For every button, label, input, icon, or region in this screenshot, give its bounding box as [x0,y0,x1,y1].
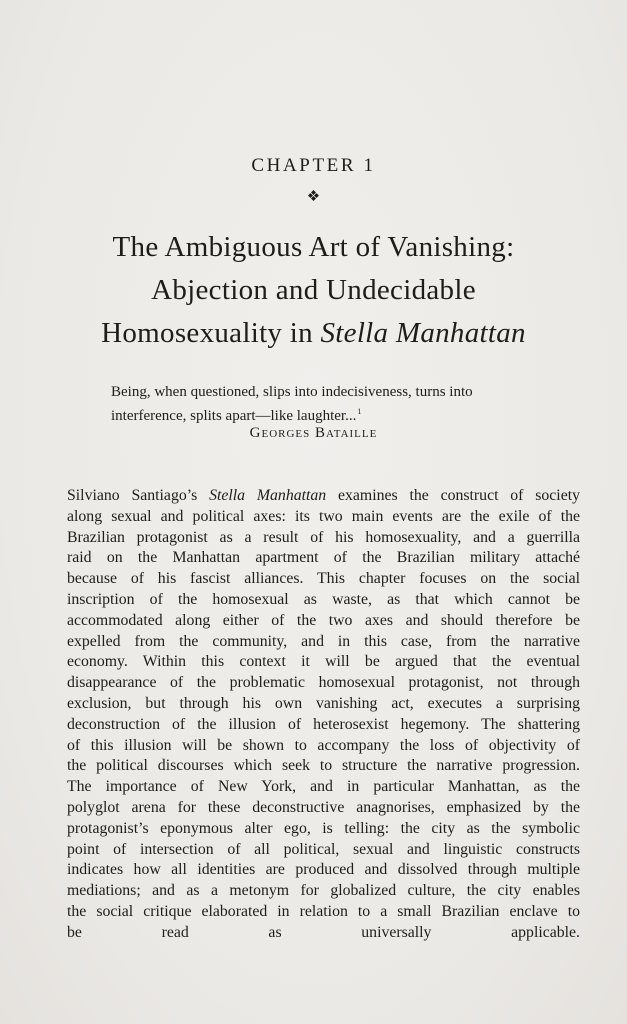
body-line: inscription of the homosexual as waste, as that which cannot be [67,590,580,608]
body-line: deconstruction of the illusion of heterosexist hegemony. The shattering [67,715,580,733]
body-line: protagonist’s eponymous alter ego, is telling: the city as the symbolic [67,819,580,837]
body-line: mediations; and as a metonym for globalized culture, the city enables [67,882,580,900]
body-line: along sexual and political axes: its two main events are the exile of the [67,507,580,525]
epigraph-attribution: Georges Bataille [249,425,378,441]
chapter-number: CHAPTER 1 [251,155,376,176]
body-line: the social critique elaborated in relation to a small Brazilian enclave to [67,902,580,920]
body-line: raid on the Manhattan apartment of the Brazilian military attaché [67,549,580,567]
body-line: expelled from the community, and in this case, from the narrative [67,632,580,650]
body-line: polyglot arena for these deconstructive anagnorises, emphasized by the [67,798,580,816]
body-line: indicates how all identities are produced and dissolved through multiple [67,861,580,879]
body-line: accommodated along either of the two axes and should therefore be [67,611,580,629]
body-line: The importance of New York, and in particular Manhattan, as the [67,778,580,796]
title-line-1: The Ambiguous Art of Vanishing: [112,231,515,263]
fleuron-ornament-icon: ❖ [306,189,321,205]
body-line: exclusion, but through his own vanishing act, executes a surprising [67,694,580,712]
title-italic-work: Stella Manhattan [320,317,526,349]
body-line: Brazilian protagonist as a result of his homosexuality, and a guerrilla [67,528,580,546]
body-line: Silviano Santiago’s Stella Manhattan examines the construct of society [67,487,580,504]
body-line: of this illusion will be shown to accompany the loss of objectivity of [67,736,580,754]
footnote-marker: 1 [357,407,362,416]
body-paragraph [67,486,580,944]
body-line: be read as universally applicable. [67,923,580,941]
body-line: disappearance of the problematic homosexual protagonist, not through [67,674,580,692]
body-line: because of his fascist alliances. This chapter focuses on the social [67,570,580,588]
epigraph-text: Being, when questioned, slips into indecisiveness, turns into interference, splits apart—like laughter... [111,384,473,424]
body-line: point of intersection of all political, sexual and linguistic constructs [67,840,580,858]
body-line: the political discourses which seek to structure the narrative progression. [67,757,580,775]
title-line-3: Homosexuality in Stella Manhattan [101,317,526,349]
epigraph-quote [111,382,541,426]
title-line-2: Abjection and Undecidable [151,274,476,306]
body-line: economy. Within this context it will be argued that the eventual [67,653,580,671]
chapter-title [40,226,587,355]
